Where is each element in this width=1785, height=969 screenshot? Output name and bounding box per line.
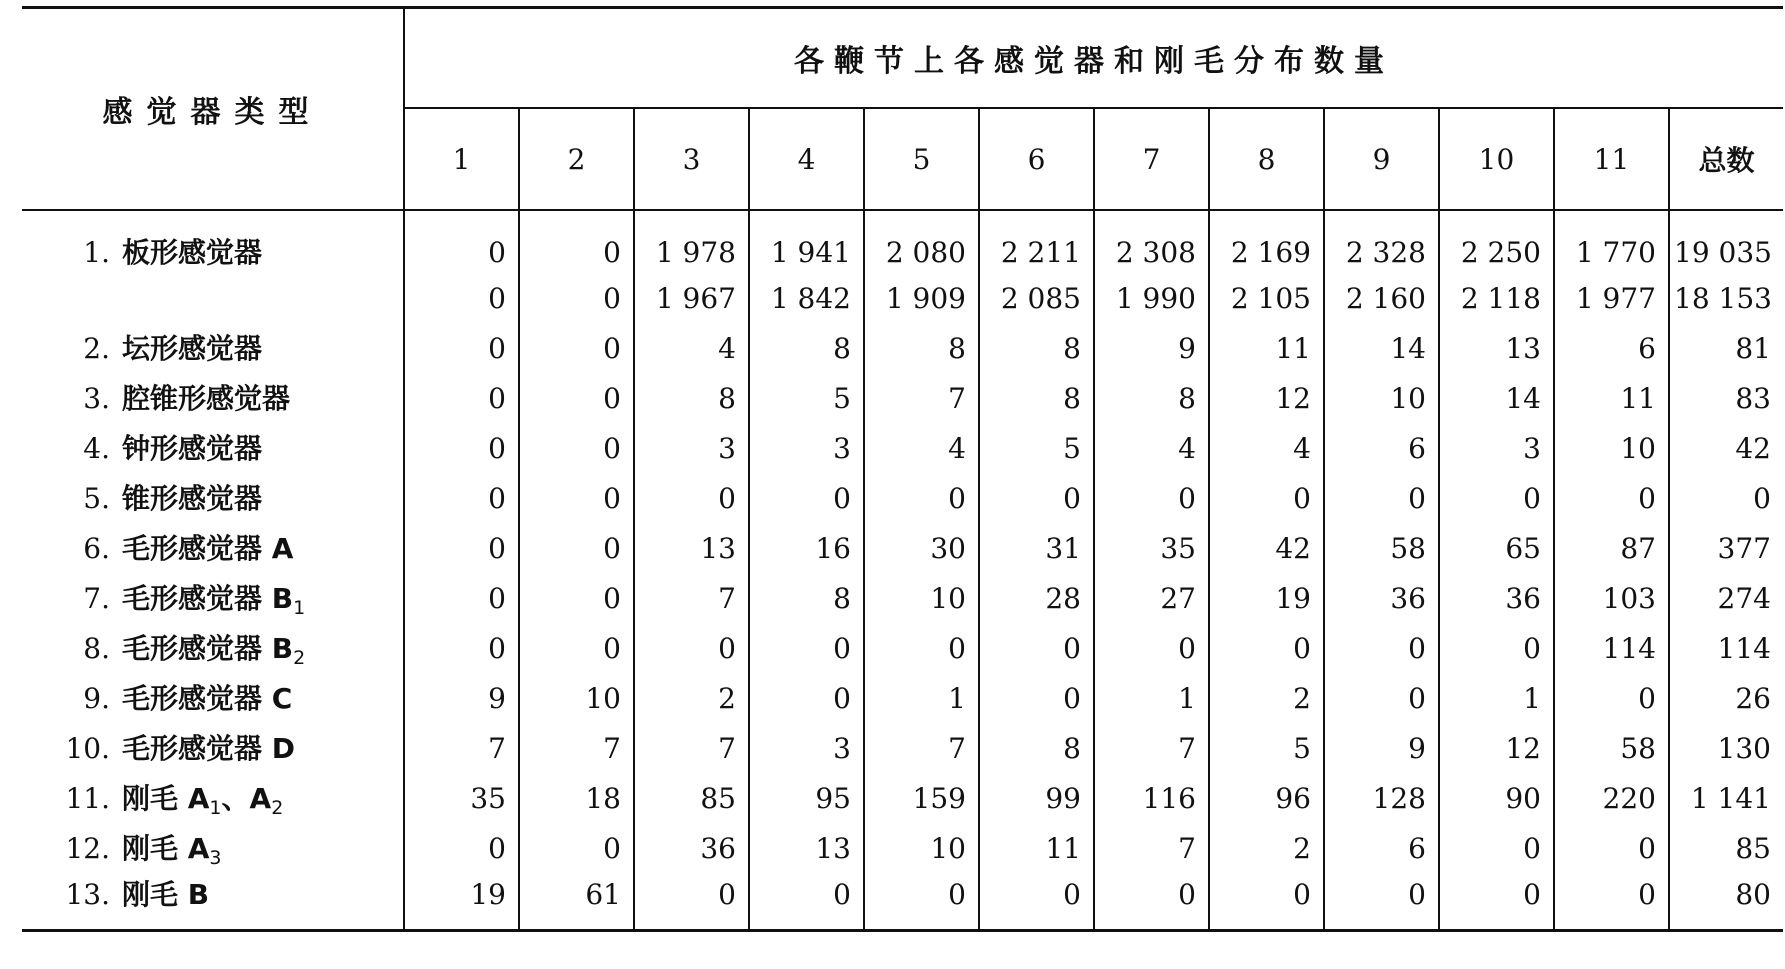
sensor-type-label <box>22 673 404 723</box>
count-cell: 0 <box>519 423 634 473</box>
row-number: 8. <box>83 632 110 665</box>
count-cell: 4 <box>634 323 749 373</box>
count-cell: 0 <box>519 523 634 573</box>
count-cell: 1 909 <box>864 273 979 323</box>
count-cell: 0 <box>519 573 634 623</box>
count-cell: 2 105 <box>1209 273 1324 323</box>
count-cell: 6 <box>1324 823 1439 873</box>
count-cell: 7 <box>1094 723 1209 773</box>
total-cell: 85 <box>1669 823 1783 873</box>
count-cell: 9 <box>1094 323 1209 373</box>
table-row <box>22 723 1783 773</box>
count-cell: 0 <box>1324 473 1439 523</box>
total-cell: 83 <box>1669 373 1783 423</box>
sensor-type-label <box>22 373 404 423</box>
count-cell: 14 <box>1439 373 1554 423</box>
count-cell: 12 <box>1439 723 1554 773</box>
sensor-type-label <box>22 573 404 623</box>
sensor-type-label <box>22 523 404 573</box>
table-row <box>22 210 1783 273</box>
count-cell: 7 <box>519 723 634 773</box>
segment-header: 10 <box>1439 108 1554 210</box>
count-cell: 7 <box>634 723 749 773</box>
total-cell: 130 <box>1669 723 1783 773</box>
count-cell: 0 <box>864 623 979 673</box>
count-cell: 0 <box>749 473 864 523</box>
sensor-subscript: 2 <box>293 647 306 669</box>
sensor-type-label <box>22 823 404 873</box>
sensor-name: 毛形感觉器 B <box>122 632 294 665</box>
count-cell: 1 842 <box>749 273 864 323</box>
count-cell: 0 <box>634 473 749 523</box>
count-cell: 0 <box>519 323 634 373</box>
sensor-type-label <box>22 323 404 373</box>
count-cell: 2 308 <box>1094 210 1209 273</box>
sensor-type-header: 感觉器类型 <box>22 8 404 211</box>
count-cell: 0 <box>519 273 634 323</box>
total-cell: 1 141 <box>1669 773 1783 823</box>
count-cell: 116 <box>1094 773 1209 823</box>
row-number: 9. <box>83 682 110 715</box>
count-cell: 2 <box>1209 673 1324 723</box>
count-cell: 13 <box>1439 323 1554 373</box>
row-number: 11. <box>65 782 110 815</box>
count-cell: 0 <box>1094 873 1209 931</box>
count-cell: 0 <box>864 873 979 931</box>
total-cell: 19 035 <box>1669 210 1783 273</box>
count-cell: 36 <box>1439 573 1554 623</box>
table-row <box>22 673 1783 723</box>
count-cell: 0 <box>1439 473 1554 523</box>
sensor-name: 板形感觉器 <box>122 236 263 269</box>
count-cell: 0 <box>1439 623 1554 673</box>
segment-header: 8 <box>1209 108 1324 210</box>
count-cell: 1 978 <box>634 210 749 273</box>
row-number: 13. <box>65 878 110 911</box>
count-cell: 0 <box>979 673 1094 723</box>
table-row <box>22 373 1783 423</box>
count-cell: 10 <box>864 823 979 873</box>
count-cell: 0 <box>979 623 1094 673</box>
total-cell: 377 <box>1669 523 1783 573</box>
row-number: 6. <box>83 532 110 565</box>
count-cell: 10 <box>864 573 979 623</box>
total-cell: 81 <box>1669 323 1783 373</box>
count-cell: 0 <box>864 473 979 523</box>
sensor-type-label <box>22 473 404 523</box>
count-cell: 0 <box>1324 873 1439 931</box>
count-cell: 10 <box>1554 423 1669 473</box>
count-cell: 0 <box>404 473 519 523</box>
table-row <box>22 823 1783 873</box>
count-cell: 31 <box>979 523 1094 573</box>
count-cell: 0 <box>519 210 634 273</box>
count-cell: 11 <box>979 823 1094 873</box>
count-cell: 2 160 <box>1324 273 1439 323</box>
count-cell: 0 <box>1324 623 1439 673</box>
count-cell: 0 <box>1209 473 1324 523</box>
count-cell: 2 <box>1209 823 1324 873</box>
count-cell: 95 <box>749 773 864 823</box>
table-row <box>22 773 1783 823</box>
row-number: 2. <box>83 332 110 365</box>
count-cell: 16 <box>749 523 864 573</box>
sensor-subscript-2: 2 <box>271 797 284 819</box>
count-cell: 4 <box>1094 423 1209 473</box>
total-header: 总数 <box>1669 108 1783 210</box>
sensor-type-label <box>22 423 404 473</box>
count-cell: 0 <box>1554 673 1669 723</box>
count-cell: 0 <box>1209 623 1324 673</box>
count-cell: 0 <box>404 273 519 323</box>
table-body <box>22 210 1783 931</box>
table-row <box>22 473 1783 523</box>
row-number: 1. <box>83 236 110 269</box>
sensor-name: 刚毛 B <box>122 878 210 911</box>
count-cell: 8 <box>979 323 1094 373</box>
count-cell: 3 <box>1439 423 1554 473</box>
count-cell: 2 211 <box>979 210 1094 273</box>
count-cell: 7 <box>864 373 979 423</box>
count-cell: 14 <box>1324 323 1439 373</box>
segment-header: 11 <box>1554 108 1669 210</box>
sensor-type-label <box>22 273 404 323</box>
count-cell: 36 <box>1324 573 1439 623</box>
sensor-name: 毛形感觉器 D <box>122 732 295 765</box>
count-cell: 13 <box>634 523 749 573</box>
count-cell: 7 <box>404 723 519 773</box>
count-cell: 0 <box>404 823 519 873</box>
count-cell: 2 085 <box>979 273 1094 323</box>
count-cell: 0 <box>1439 873 1554 931</box>
count-cell: 35 <box>1094 523 1209 573</box>
count-cell: 0 <box>634 623 749 673</box>
count-cell: 0 <box>749 873 864 931</box>
count-cell: 1 <box>1439 673 1554 723</box>
segment-header: 7 <box>1094 108 1209 210</box>
count-cell: 1 967 <box>634 273 749 323</box>
segment-header: 5 <box>864 108 979 210</box>
row-number: 12. <box>65 832 110 865</box>
count-cell: 0 <box>1094 623 1209 673</box>
count-cell: 1 990 <box>1094 273 1209 323</box>
count-cell: 0 <box>404 523 519 573</box>
count-cell: 65 <box>1439 523 1554 573</box>
table-row <box>22 323 1783 373</box>
total-cell: 274 <box>1669 573 1783 623</box>
table-row <box>22 523 1783 573</box>
count-cell: 114 <box>1554 623 1669 673</box>
count-cell: 58 <box>1554 723 1669 773</box>
count-cell: 13 <box>749 823 864 873</box>
count-cell: 7 <box>634 573 749 623</box>
count-cell: 8 <box>979 723 1094 773</box>
count-cell: 35 <box>404 773 519 823</box>
total-cell: 42 <box>1669 423 1783 473</box>
count-cell: 99 <box>979 773 1094 823</box>
total-cell: 80 <box>1669 873 1783 931</box>
row-number: 5. <box>83 482 110 515</box>
segment-header: 4 <box>749 108 864 210</box>
count-cell: 0 <box>1094 473 1209 523</box>
count-cell: 8 <box>749 323 864 373</box>
count-cell: 61 <box>519 873 634 931</box>
table-row <box>22 423 1783 473</box>
count-cell: 2 169 <box>1209 210 1324 273</box>
sensor-name: 刚毛 A <box>122 832 210 865</box>
count-cell: 19 <box>1209 573 1324 623</box>
count-cell: 0 <box>1554 873 1669 931</box>
count-cell: 96 <box>1209 773 1324 823</box>
sensor-type-label <box>22 873 404 931</box>
count-cell: 0 <box>979 473 1094 523</box>
sensor-suffix: 、A <box>221 782 272 815</box>
count-cell: 9 <box>1324 723 1439 773</box>
total-cell: 26 <box>1669 673 1783 723</box>
table-row <box>22 873 1783 931</box>
count-cell: 42 <box>1209 523 1324 573</box>
count-cell: 11 <box>1209 323 1324 373</box>
count-cell: 0 <box>404 373 519 423</box>
count-cell: 4 <box>864 423 979 473</box>
count-cell: 11 <box>1554 373 1669 423</box>
count-cell: 36 <box>634 823 749 873</box>
sensor-distribution-table <box>22 6 1783 932</box>
distribution-group-header: 各鞭节上各感觉器和刚毛分布数量 <box>404 8 1783 109</box>
count-cell: 87 <box>1554 523 1669 573</box>
count-cell: 3 <box>749 723 864 773</box>
count-cell: 3 <box>749 423 864 473</box>
count-cell: 2 080 <box>864 210 979 273</box>
count-cell: 8 <box>749 573 864 623</box>
row-number: 10. <box>65 732 110 765</box>
sensor-name: 毛形感觉器 A <box>122 532 294 565</box>
sensor-name: 刚毛 A <box>122 782 210 815</box>
total-cell: 114 <box>1669 623 1783 673</box>
count-cell: 7 <box>864 723 979 773</box>
count-cell: 5 <box>749 373 864 423</box>
sensor-type-label <box>22 623 404 673</box>
table-row <box>22 273 1783 323</box>
count-cell: 19 <box>404 873 519 931</box>
count-cell: 0 <box>1324 673 1439 723</box>
count-cell: 1 770 <box>1554 210 1669 273</box>
count-cell: 2 328 <box>1324 210 1439 273</box>
count-cell: 0 <box>404 573 519 623</box>
count-cell: 2 <box>634 673 749 723</box>
count-cell: 0 <box>634 873 749 931</box>
count-cell: 7 <box>1094 823 1209 873</box>
sensor-subscript: 3 <box>209 847 222 869</box>
count-cell: 58 <box>1324 523 1439 573</box>
count-cell: 0 <box>519 473 634 523</box>
row-number: 3. <box>83 382 110 415</box>
count-cell: 0 <box>404 623 519 673</box>
segment-header: 3 <box>634 108 749 210</box>
count-cell: 0 <box>749 623 864 673</box>
count-cell: 28 <box>979 573 1094 623</box>
count-cell: 0 <box>979 873 1094 931</box>
row-number: 7. <box>83 582 110 615</box>
count-cell: 159 <box>864 773 979 823</box>
count-cell: 1 977 <box>1554 273 1669 323</box>
sensor-type-label <box>22 723 404 773</box>
count-cell: 220 <box>1554 773 1669 823</box>
count-cell: 3 <box>634 423 749 473</box>
count-cell: 5 <box>979 423 1094 473</box>
segment-header: 9 <box>1324 108 1439 210</box>
count-cell: 0 <box>1209 873 1324 931</box>
count-cell: 6 <box>1554 323 1669 373</box>
count-cell: 5 <box>1209 723 1324 773</box>
count-cell: 0 <box>1554 823 1669 873</box>
count-cell: 128 <box>1324 773 1439 823</box>
sensor-type-label <box>22 210 404 273</box>
count-cell: 1 <box>864 673 979 723</box>
count-cell: 8 <box>1094 373 1209 423</box>
count-cell: 90 <box>1439 773 1554 823</box>
sensor-name: 毛形感觉器 B <box>122 582 294 615</box>
table-row <box>22 623 1783 673</box>
segment-header: 1 <box>404 108 519 210</box>
sensor-type-label <box>22 773 404 823</box>
sensor-subscript: 1 <box>293 597 306 619</box>
count-cell: 2 250 <box>1439 210 1554 273</box>
count-cell: 0 <box>404 323 519 373</box>
count-cell: 27 <box>1094 573 1209 623</box>
count-cell: 30 <box>864 523 979 573</box>
total-cell: 18 153 <box>1669 273 1783 323</box>
count-cell: 8 <box>979 373 1094 423</box>
segment-header: 6 <box>979 108 1094 210</box>
count-cell: 1 941 <box>749 210 864 273</box>
count-cell: 6 <box>1324 423 1439 473</box>
table-header <box>22 8 1783 211</box>
count-cell: 0 <box>1554 473 1669 523</box>
segment-header: 2 <box>519 108 634 210</box>
sensor-name: 毛形感觉器 C <box>122 682 293 715</box>
count-cell: 85 <box>634 773 749 823</box>
count-cell: 0 <box>749 673 864 723</box>
count-cell: 9 <box>404 673 519 723</box>
count-cell: 0 <box>1439 823 1554 873</box>
table-row <box>22 573 1783 623</box>
count-cell: 103 <box>1554 573 1669 623</box>
count-cell: 0 <box>404 210 519 273</box>
count-cell: 1 <box>1094 673 1209 723</box>
sensor-subscript: 1 <box>209 797 222 819</box>
count-cell: 0 <box>519 823 634 873</box>
sensor-name: 钟形感觉器 <box>122 432 263 465</box>
total-cell: 0 <box>1669 473 1783 523</box>
sensor-name: 锥形感觉器 <box>122 482 263 515</box>
count-cell: 12 <box>1209 373 1324 423</box>
count-cell: 10 <box>1324 373 1439 423</box>
count-cell: 0 <box>519 373 634 423</box>
count-cell: 18 <box>519 773 634 823</box>
count-cell: 0 <box>404 423 519 473</box>
row-number: 4. <box>83 432 110 465</box>
sensor-name: 坛形感觉器 <box>122 332 263 365</box>
count-cell: 0 <box>519 623 634 673</box>
sensor-name: 腔锥形感觉器 <box>122 382 291 415</box>
count-cell: 4 <box>1209 423 1324 473</box>
count-cell: 2 118 <box>1439 273 1554 323</box>
count-cell: 10 <box>519 673 634 723</box>
count-cell: 8 <box>634 373 749 423</box>
count-cell: 8 <box>864 323 979 373</box>
